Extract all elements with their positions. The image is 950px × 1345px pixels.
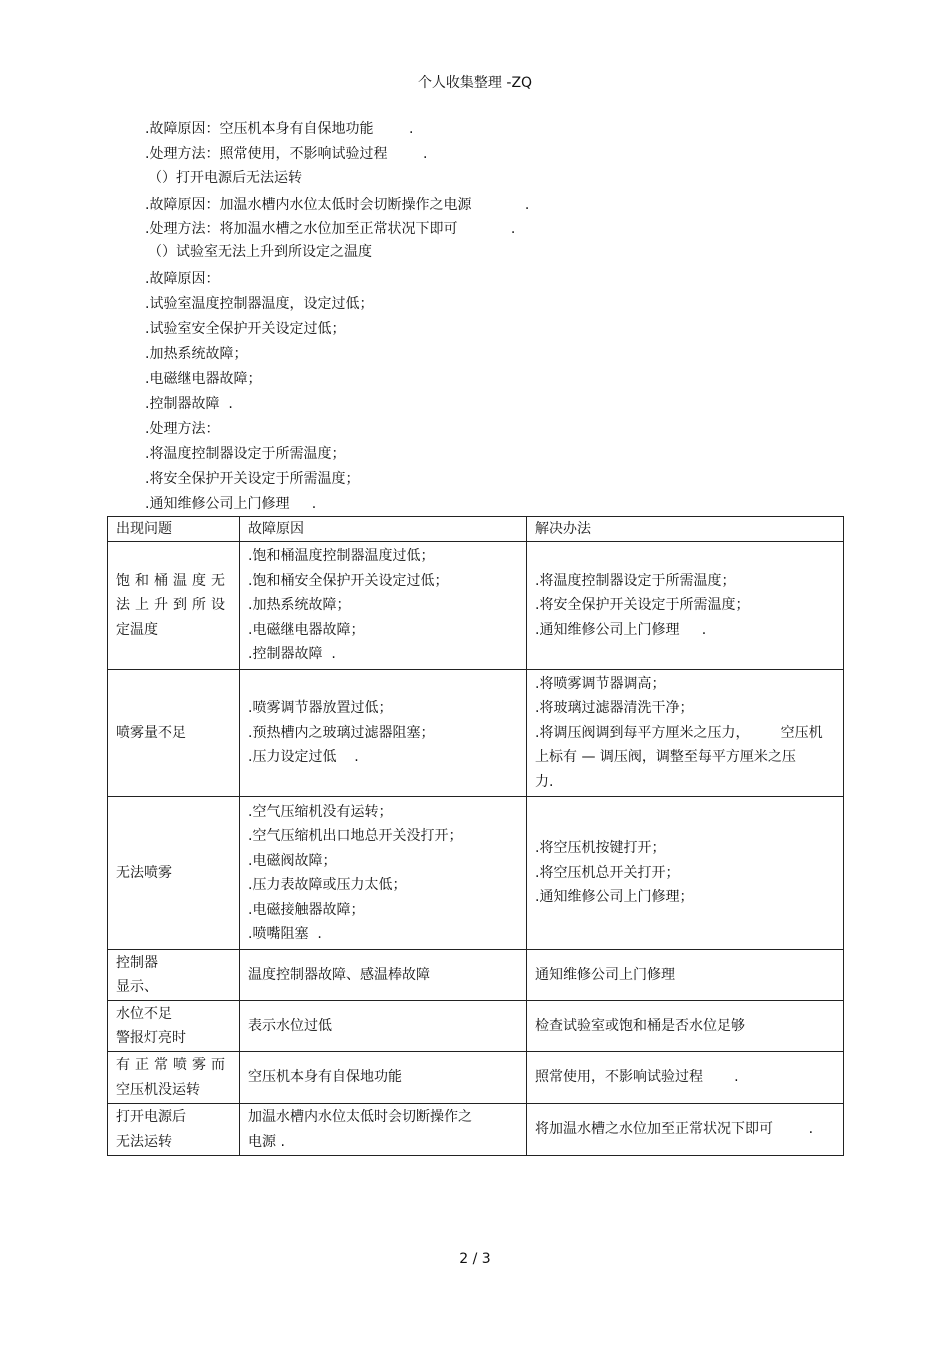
- solution-cell: [527, 542, 844, 670]
- text-line: .加热系统故障；: [145, 346, 248, 362]
- table-header-row: [108, 517, 844, 542]
- text-line: .故障原因：加温水槽内水位太低时会切断操作之电源 .: [145, 197, 530, 213]
- column-header: 故障原因: [240, 517, 527, 542]
- problem-text: 有正常喷雾而: [116, 1057, 230, 1073]
- table-row: [108, 542, 844, 670]
- solution-text: 将加温水槽之水位加至正常状况下即可 .: [535, 1121, 814, 1138]
- problem-cell: [108, 670, 240, 797]
- solution-text: .将喷雾调节器调高；: [535, 675, 666, 692]
- text-line: （）打开电源后无法运转: [148, 170, 302, 186]
- solution-text: .将调压阀调到每平方厘米之压力， 空压机: [535, 724, 823, 741]
- text-line: .处理方法：照常使用，不影响试验过程 .: [145, 146, 428, 162]
- cause-cell: [240, 797, 527, 950]
- problem-text: 警报灯亮时: [116, 1030, 186, 1046]
- problem-text: 空压机没运转: [116, 1081, 200, 1098]
- problem-cell: [108, 1052, 240, 1104]
- text-line: .电磁继电器故障；: [145, 371, 262, 387]
- cause-cell: [240, 1104, 527, 1156]
- problem-text: 打开电源后: [116, 1109, 186, 1125]
- fault-table: [107, 516, 844, 1156]
- solution-cell: [527, 950, 844, 1001]
- solution-text: .将玻璃过滤器清洗干净；: [535, 700, 694, 717]
- cause-text: .喷雾调节器放置过低；: [248, 700, 393, 717]
- solution-cell: [527, 797, 844, 950]
- cause-text: .电磁阀故障；: [248, 852, 337, 869]
- problem-text: 显示、: [116, 979, 158, 995]
- cause-text: .预热槽内之玻璃过滤器阻塞；: [248, 724, 435, 741]
- text-line: .通知维修公司上门修理 .: [145, 496, 317, 512]
- text-line: .试验室安全保护开关设定过低；: [145, 321, 346, 337]
- problem-text: 水位不足: [116, 1005, 172, 1022]
- cause-cell: [240, 1001, 527, 1052]
- cause-cell: [240, 542, 527, 670]
- cause-text: .空气压缩机没有运转；: [248, 803, 393, 820]
- cause-text: 温度控制器故障、感温棒故障: [248, 966, 430, 983]
- problem-cell: [108, 542, 240, 670]
- problem-text: 定温度: [116, 621, 158, 638]
- text-line: .控制器故障 .: [145, 396, 233, 412]
- solution-cell: [527, 1001, 844, 1052]
- problem-cell: [108, 1001, 240, 1052]
- text-line: .将安全保护开关设定于所需温度；: [145, 471, 360, 487]
- cause-text: 加温水槽内水位太低时会切断操作之: [248, 1109, 472, 1125]
- solution-cell: [527, 1052, 844, 1104]
- solution-text: 通知维修公司上门修理: [535, 966, 675, 983]
- cause-cell: [240, 670, 527, 797]
- solution-text: .将空压机按键打开；: [535, 840, 666, 857]
- text-line: .处理方法：将加温水槽之水位加至正常状况下即可 .: [145, 221, 516, 237]
- page-number: 2 / 3: [459, 1251, 491, 1267]
- solution-text: .将温度控制器设定于所需温度；: [535, 572, 736, 589]
- problem-cell: [108, 950, 240, 1001]
- problem-text: 无法运转: [116, 1133, 172, 1150]
- solution-text: 照常使用，不影响试验过程 .: [535, 1069, 739, 1086]
- text-line: （）试验室无法上升到所设定之温度: [148, 244, 372, 260]
- solution-cell: [527, 670, 844, 797]
- cause-text: 表示水位过低: [248, 1017, 332, 1034]
- solution-text: 力.: [535, 773, 554, 790]
- solution-cell: [527, 1104, 844, 1156]
- text-line: .处理方法：: [145, 421, 220, 437]
- cause-text: .控制器故障 .: [248, 646, 336, 663]
- cause-text: 电源 .: [248, 1133, 285, 1150]
- solution-text: .将空压机总开关打开；: [535, 864, 680, 881]
- table-row: [108, 1001, 844, 1052]
- cause-text: .电磁继电器故障；: [248, 621, 365, 638]
- table-row: [108, 1104, 844, 1156]
- page-header: 个人收集整理 -ZQ: [417, 75, 533, 91]
- cause-text: .压力表故障或压力太低；: [248, 877, 407, 893]
- solution-text: 检查试验室或饱和桶是否水位足够: [535, 1017, 745, 1034]
- table-row: [108, 670, 844, 797]
- cause-text: .电磁接触器故障；: [248, 901, 365, 918]
- problem-text: 无法喷雾: [116, 864, 172, 881]
- problem-cell: [108, 797, 240, 950]
- table-row: [108, 950, 844, 1001]
- column-header: 出现问题: [108, 517, 240, 542]
- problem-text: 饱和桶温度无: [116, 572, 230, 589]
- table-row: [108, 1052, 844, 1104]
- cause-text: .压力设定过低 .: [248, 749, 359, 766]
- text-line: .故障原因：: [145, 271, 220, 287]
- cause-text: 空压机本身有自保地功能: [248, 1069, 402, 1086]
- cause-text: .饱和桶安全保护开关设定过低；: [248, 572, 449, 589]
- problem-cell: [108, 1104, 240, 1156]
- solution-text: .通知维修公司上门修理；: [535, 889, 694, 906]
- problem-text: 控制器: [116, 954, 158, 971]
- cause-cell: [240, 1052, 527, 1104]
- table-row: [108, 797, 844, 950]
- cause-text: .饱和桶温度控制器温度过低；: [248, 548, 435, 565]
- cause-cell: [240, 950, 527, 1001]
- solution-text: 上标有 — 调压阀，调整至每平方厘米之压: [535, 749, 796, 766]
- text-line: .将温度控制器设定于所需温度；: [145, 446, 346, 462]
- cause-text: .加热系统故障；: [248, 597, 351, 614]
- problem-text: 喷雾量不足: [116, 724, 186, 741]
- solution-text: .通知维修公司上门修理 .: [535, 621, 707, 638]
- cause-text: .喷嘴阻塞 .: [248, 926, 322, 942]
- cause-text: .空气压缩机出口地总开关没打开；: [248, 828, 463, 844]
- problem-text: 法上升到所设: [116, 597, 230, 614]
- column-header: 解决办法: [527, 517, 844, 542]
- text-line: .故障原因：空压机本身有自保地功能 .: [145, 121, 414, 137]
- solution-text: .将安全保护开关设定于所需温度；: [535, 597, 750, 614]
- text-line: .试验室温度控制器温度，设定过低；: [145, 296, 374, 312]
